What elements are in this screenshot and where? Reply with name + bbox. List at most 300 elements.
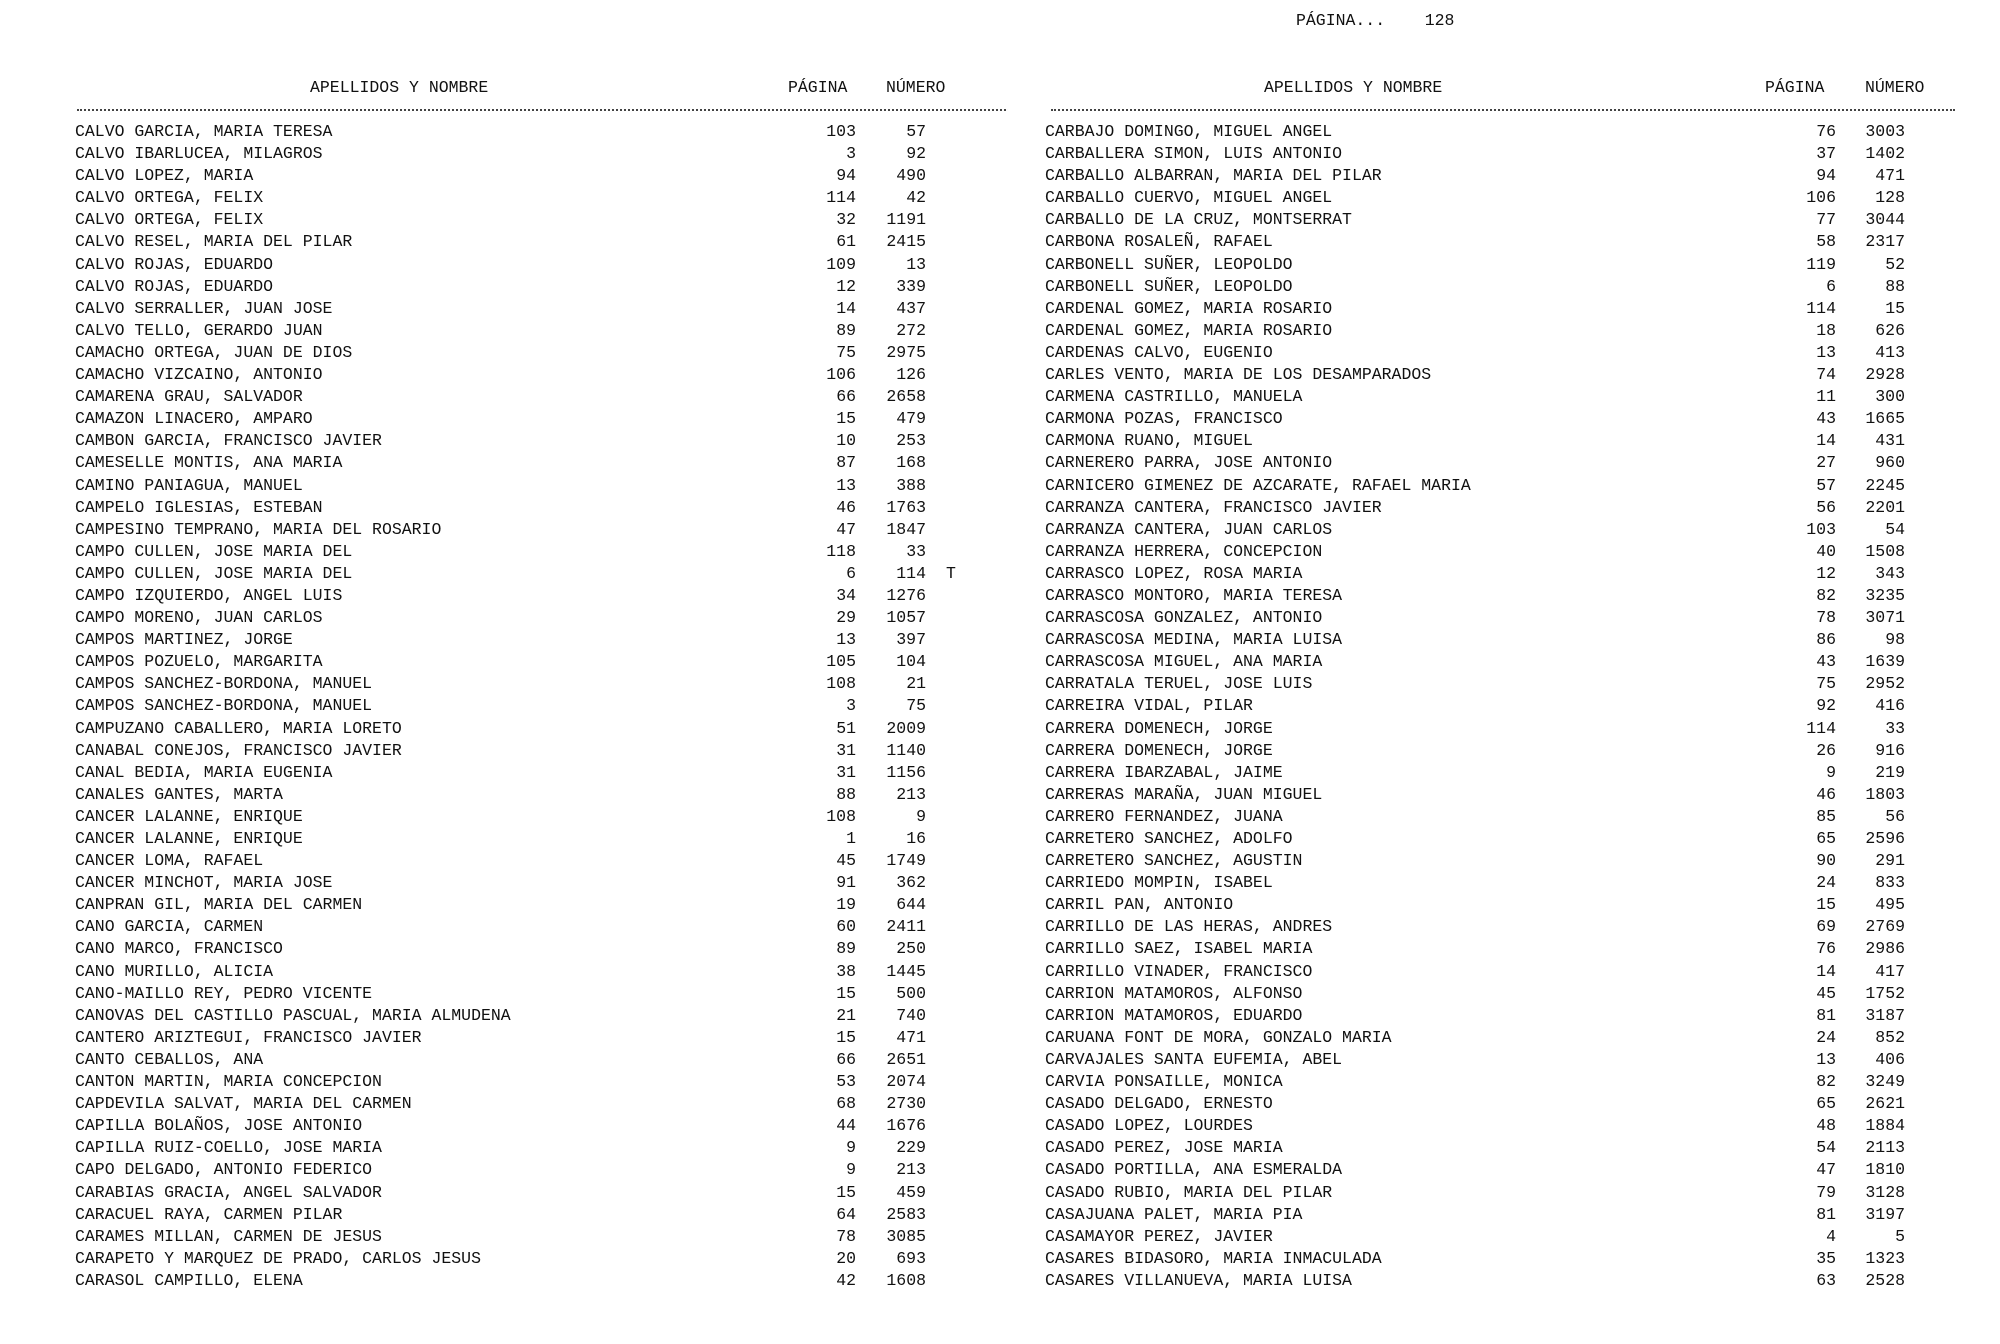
entry-numero: 2201 (1865, 497, 1905, 517)
entry-pagina: 14 (1816, 431, 1836, 451)
entry-numero: 5 (1895, 1226, 1905, 1246)
entry-pagina: 118 (826, 541, 856, 561)
index-row (1045, 718, 1945, 740)
index-row (1045, 1159, 1945, 1181)
left-header-name: APELLIDOS Y NOMBRE (310, 78, 489, 97)
entry-name: CARRIEDO MOMPIN, ISABEL (1045, 873, 1273, 893)
entry-name: CAMINO PANIAGUA, MANUEL (75, 475, 303, 495)
index-row (1045, 320, 1945, 342)
entry-numero: 833 (1875, 873, 1905, 893)
entry-pagina: 61 (836, 232, 856, 252)
entry-numero: 1508 (1865, 541, 1905, 561)
index-row (75, 961, 975, 983)
entry-pagina: 89 (836, 939, 856, 959)
index-row (1045, 1226, 1945, 1248)
entry-name: CAMPOS MARTINEZ, JORGE (75, 630, 293, 650)
entry-pagina: 119 (1806, 254, 1836, 274)
entry-name: CARRERA DOMENECH, JORGE (1045, 718, 1273, 738)
entry-pagina: 69 (1816, 917, 1836, 937)
left-header-numero: NÚMERO (886, 78, 946, 97)
entry-numero: 417 (1875, 961, 1905, 981)
entry-numero: 388 (896, 475, 926, 495)
entry-pagina: 82 (1816, 585, 1836, 605)
index-row (75, 1071, 975, 1093)
index-row (1045, 165, 1945, 187)
entry-pagina: 58 (1816, 232, 1836, 252)
entry-pagina: 6 (1826, 276, 1836, 296)
entry-name: CARASOL CAMPILLO, ELENA (75, 1270, 303, 1290)
index-row (1045, 1005, 1945, 1027)
entry-name: CASADO RUBIO, MARIA DEL PILAR (1045, 1182, 1333, 1202)
entry-name: CARRION MATAMOROS, ALFONSO (1045, 983, 1303, 1003)
entry-numero: 2621 (1865, 1094, 1905, 1114)
index-row (75, 320, 975, 342)
index-row (75, 1159, 975, 1181)
index-row (75, 651, 975, 673)
entry-numero: 52 (1885, 254, 1905, 274)
index-row (75, 430, 975, 452)
entry-numero: 88 (1885, 276, 1905, 296)
entry-numero: 693 (896, 1248, 926, 1268)
index-row (1045, 1115, 1945, 1137)
entry-name: CALVO IBARLUCEA, MILAGROS (75, 144, 323, 164)
right-header-name: APELLIDOS Y NOMBRE (1264, 78, 1443, 97)
index-row (1045, 342, 1945, 364)
index-row (75, 1137, 975, 1159)
entry-numero: 1140 (886, 740, 926, 760)
entry-numero: 1276 (886, 585, 926, 605)
entry-numero: 229 (896, 1138, 926, 1158)
entry-numero: 1749 (886, 851, 926, 871)
entry-numero: 3249 (1865, 1072, 1905, 1092)
entry-name: CASADO PEREZ, JOSE MARIA (1045, 1138, 1283, 1158)
index-row (1045, 298, 1945, 320)
index-row (1045, 563, 1945, 585)
index-row (1045, 916, 1945, 938)
entry-pagina: 9 (1826, 762, 1836, 782)
entry-numero: 2986 (1865, 939, 1905, 959)
index-row (1045, 961, 1945, 983)
entry-numero: 1445 (886, 961, 926, 981)
entry-numero: 437 (896, 298, 926, 318)
entry-name: CASARES VILLANUEVA, MARIA LUISA (1045, 1270, 1352, 1290)
entry-name: CANAL BEDIA, MARIA EUGENIA (75, 762, 333, 782)
entry-numero: 740 (896, 1005, 926, 1025)
entry-name: CALVO ROJAS, EDUARDO (75, 254, 274, 274)
index-row (1045, 1182, 1945, 1204)
entry-pagina: 43 (1816, 409, 1836, 429)
entry-numero: 98 (1885, 630, 1905, 650)
entry-name: CARRIL PAN, ANTONIO (1045, 895, 1234, 915)
entry-pagina: 66 (836, 1049, 856, 1069)
entry-name: CAMACHO VIZCAINO, ANTONIO (75, 365, 323, 385)
entry-numero: 1402 (1865, 144, 1905, 164)
page-label: PÁGINA... (1296, 11, 1386, 30)
entry-pagina: 35 (1816, 1248, 1836, 1268)
entry-pagina: 9 (846, 1160, 856, 1180)
entry-numero: 114 (896, 563, 926, 583)
entry-name: CARNICERO GIMENEZ DE AZCARATE, RAFAEL MARIA (1045, 475, 1471, 495)
index-row (75, 1204, 975, 1226)
index-row (75, 740, 975, 762)
entry-name: CANCER MINCHOT, MARIA JOSE (75, 873, 333, 893)
entry-name: CARUANA FONT DE MORA, GONZALO MARIA (1045, 1027, 1392, 1047)
index-row (75, 1182, 975, 1204)
index-row (75, 386, 975, 408)
entry-pagina: 78 (1816, 608, 1836, 628)
entry-name: CARRERAS MARAÑA, JUAN MIGUEL (1045, 784, 1323, 804)
entry-pagina: 74 (1816, 365, 1836, 385)
index-row (1045, 806, 1945, 828)
entry-numero: 56 (1885, 806, 1905, 826)
entry-pagina: 85 (1816, 806, 1836, 826)
index-row (75, 254, 975, 276)
entry-pagina: 76 (1816, 122, 1836, 141)
entry-name: CARBALLERA SIMON, LUIS ANTONIO (1045, 144, 1343, 164)
entry-name: CAMPO CULLEN, JOSE MARIA DEL (75, 541, 353, 561)
entry-numero: 2928 (1865, 365, 1905, 385)
index-row (1045, 1071, 1945, 1093)
right-index-column (1045, 121, 1945, 1292)
entry-numero: 1884 (1865, 1116, 1905, 1136)
page-number-header (1296, 11, 1454, 30)
entry-numero: 343 (1875, 563, 1905, 583)
entry-pagina: 46 (836, 497, 856, 517)
entry-name: CASADO DELGADO, ERNESTO (1045, 1094, 1273, 1114)
entry-numero: 54 (1885, 519, 1905, 539)
entry-numero: 1608 (886, 1270, 926, 1290)
entry-numero: 471 (1875, 166, 1905, 186)
entry-numero: 479 (896, 409, 926, 429)
entry-pagina: 29 (836, 608, 856, 628)
entry-numero: 459 (896, 1182, 926, 1202)
entry-pagina: 114 (826, 188, 856, 208)
index-row (75, 894, 975, 916)
entry-name: CARNERERO PARRA, JOSE ANTONIO (1045, 453, 1333, 473)
entry-name: CARBALLO ALBARRAN, MARIA DEL PILAR (1045, 166, 1382, 186)
entry-pagina: 77 (1816, 210, 1836, 230)
entry-pagina: 13 (1816, 1049, 1836, 1069)
entry-numero: 1156 (886, 762, 926, 782)
entry-pagina: 60 (836, 917, 856, 937)
right-divider (1051, 109, 1955, 111)
index-row (1045, 1137, 1945, 1159)
entry-name: CARAMES MILLAN, CARMEN DE JESUS (75, 1226, 382, 1246)
left-divider (77, 109, 1006, 111)
entry-name: CANPRAN GIL, MARIA DEL CARMEN (75, 895, 363, 915)
entry-name: CANTERO ARIZTEGUI, FRANCISCO JAVIER (75, 1027, 422, 1047)
entry-numero: 626 (1875, 320, 1905, 340)
entry-name: CARRETERO SANCHEZ, AGUSTIN (1045, 851, 1303, 871)
entry-name: CAPILLA BOLAÑOS, JOSE ANTONIO (75, 1116, 363, 1136)
index-row (1045, 497, 1945, 519)
entry-name: CANALES GANTES, MARTA (75, 784, 283, 804)
index-row (75, 1115, 975, 1137)
entry-pagina: 108 (826, 674, 856, 694)
entry-name: CARLES VENTO, MARIA DE LOS DESAMPARADOS (1045, 365, 1432, 385)
index-row (1045, 430, 1945, 452)
entry-pagina: 79 (1816, 1182, 1836, 1202)
entry-numero: 1323 (1865, 1248, 1905, 1268)
index-row (1045, 1204, 1945, 1226)
index-row (1045, 143, 1945, 165)
entry-name: CAMARENA GRAU, SALVADOR (75, 387, 303, 407)
index-row (1045, 762, 1945, 784)
entry-pagina: 1 (846, 829, 856, 848)
entry-numero: 3235 (1865, 585, 1905, 605)
entry-name: CARRASCO MONTORO, MARIA TERESA (1045, 585, 1343, 605)
index-row (75, 718, 975, 740)
entry-numero: 2415 (886, 232, 926, 252)
entry-pagina: 21 (836, 1005, 856, 1025)
entry-pagina: 45 (836, 851, 856, 871)
index-row (1045, 209, 1945, 231)
index-row (1045, 585, 1945, 607)
entry-name: CARRANZA CANTERA, FRANCISCO JAVIER (1045, 497, 1382, 517)
entry-numero: 471 (896, 1027, 926, 1047)
entry-pagina: 24 (1816, 1027, 1836, 1047)
entry-name: CARBONELL SUÑER, LEOPOLDO (1045, 276, 1293, 296)
entry-name: CALVO RESEL, MARIA DEL PILAR (75, 232, 353, 252)
entry-pagina: 3 (846, 696, 856, 716)
index-row (1045, 541, 1945, 563)
entry-pagina: 108 (826, 806, 856, 826)
index-row (75, 209, 975, 231)
entry-pagina: 64 (836, 1204, 856, 1224)
entry-name: CARBALLO DE LA CRUZ, MONTSERRAT (1045, 210, 1352, 230)
entry-name: CAMPOS POZUELO, MARGARITA (75, 652, 323, 672)
entry-name: CANABAL CONEJOS, FRANCISCO JAVIER (75, 740, 402, 760)
entry-pagina: 32 (836, 210, 856, 230)
entry-name: CAMPOS SANCHEZ-BORDONA, MANUEL (75, 696, 373, 716)
entry-name: CARRASCOSA MIGUEL, ANA MARIA (1045, 652, 1323, 672)
entry-name: CARACUEL RAYA, CARMEN PILAR (75, 1204, 343, 1224)
index-row (1045, 872, 1945, 894)
index-row (75, 784, 975, 806)
entry-pagina: 94 (836, 166, 856, 186)
index-row (75, 1270, 975, 1292)
entry-name: CARRASCO LOPEZ, ROSA MARIA (1045, 563, 1303, 583)
entry-name: CALVO GARCIA, MARIA TERESA (75, 122, 333, 141)
entry-pagina: 51 (836, 718, 856, 738)
entry-name: CARBAJO DOMINGO, MIGUEL ANGEL (1045, 122, 1333, 141)
entry-numero: 2769 (1865, 917, 1905, 937)
index-row (75, 1049, 975, 1071)
index-row (75, 629, 975, 651)
index-row (1045, 187, 1945, 209)
entry-pagina: 56 (1816, 497, 1836, 517)
entry-numero: 2658 (886, 387, 926, 407)
entry-numero: 2009 (886, 718, 926, 738)
entry-pagina: 87 (836, 453, 856, 473)
entry-pagina: 15 (836, 983, 856, 1003)
index-row (75, 1226, 975, 1248)
entry-name: CARRILLO DE LAS HERAS, ANDRES (1045, 917, 1333, 937)
index-row (75, 475, 975, 497)
entry-name: CARMONA RUANO, MIGUEL (1045, 431, 1253, 451)
entry-name: CARRERO FERNANDEZ, JUANA (1045, 806, 1283, 826)
entry-name: CASAJUANA PALET, MARIA PIA (1045, 1204, 1303, 1224)
index-row (1045, 475, 1945, 497)
entry-name: CAMPUZANO CABALLERO, MARIA LORETO (75, 718, 402, 738)
entry-pagina: 53 (836, 1072, 856, 1092)
entry-pagina: 81 (1816, 1204, 1836, 1224)
entry-name: CAMAZON LINACERO, AMPARO (75, 409, 313, 429)
entry-pagina: 65 (1816, 829, 1836, 848)
entry-name: CANCER LALANNE, ENRIQUE (75, 806, 303, 826)
entry-name: CASAMAYOR PEREZ, JAVIER (1045, 1226, 1273, 1246)
index-row (75, 563, 975, 585)
left-index-column (75, 121, 975, 1292)
index-row (75, 121, 975, 143)
entry-numero: 362 (896, 873, 926, 893)
index-row (75, 806, 975, 828)
entry-name: CASADO LOPEZ, LOURDES (1045, 1116, 1253, 1136)
entry-name: CANCER LALANNE, ENRIQUE (75, 829, 303, 848)
entry-pagina: 45 (1816, 983, 1836, 1003)
entry-numero: 1803 (1865, 784, 1905, 804)
entry-name: CAPDEVILA SALVAT, MARIA DEL CARMEN (75, 1094, 412, 1114)
index-row (1045, 894, 1945, 916)
entry-numero: 2317 (1865, 232, 1905, 252)
entry-name: CARBALLO CUERVO, MIGUEL ANGEL (1045, 188, 1333, 208)
entry-pagina: 75 (1816, 674, 1836, 694)
entry-numero: 2952 (1865, 674, 1905, 694)
entry-name: CANCER LOMA, RAFAEL (75, 851, 264, 871)
entry-pagina: 11 (1816, 387, 1836, 407)
entry-pagina: 92 (1816, 696, 1836, 716)
entry-name: CANO MURILLO, ALICIA (75, 961, 274, 981)
entry-name: CAMPOS SANCHEZ-BORDONA, MANUEL (75, 674, 373, 694)
index-row (75, 983, 975, 1005)
index-row (1045, 983, 1945, 1005)
index-row (75, 519, 975, 541)
entry-pagina: 14 (836, 298, 856, 318)
entry-pagina: 47 (1816, 1160, 1836, 1180)
entry-numero: 272 (896, 320, 926, 340)
index-row (75, 850, 975, 872)
entry-numero: 916 (1875, 740, 1905, 760)
index-row (75, 1027, 975, 1049)
index-row (1045, 231, 1945, 253)
entry-numero: 2528 (1865, 1270, 1905, 1290)
entry-numero: 92 (906, 144, 926, 164)
entry-pagina: 43 (1816, 652, 1836, 672)
entry-name: CARRASCOSA GONZALEZ, ANTONIO (1045, 608, 1323, 628)
index-row (75, 143, 975, 165)
entry-numero: 21 (906, 674, 926, 694)
entry-name: CARRERA IBARZABAL, JAIME (1045, 762, 1283, 782)
entry-pagina: 15 (836, 409, 856, 429)
entry-pagina: 27 (1816, 453, 1836, 473)
entry-name: CARDENAL GOMEZ, MARIA ROSARIO (1045, 298, 1333, 318)
index-row (75, 298, 975, 320)
index-row (1045, 452, 1945, 474)
index-row (75, 673, 975, 695)
entry-pagina: 10 (836, 431, 856, 451)
entry-name: CALVO ORTEGA, FELIX (75, 210, 264, 230)
entry-pagina: 63 (1816, 1270, 1836, 1290)
entry-name: CARRERA DOMENECH, JORGE (1045, 740, 1273, 760)
index-row (1045, 938, 1945, 960)
left-header-pagina: PÁGINA (788, 78, 848, 97)
index-row (1045, 607, 1945, 629)
entry-pagina: 14 (1816, 961, 1836, 981)
index-row (75, 1093, 975, 1115)
index-row (1045, 364, 1945, 386)
entry-numero: 250 (896, 939, 926, 959)
entry-name: CAMPELO IGLESIAS, ESTEBAN (75, 497, 323, 517)
entry-pagina: 40 (1816, 541, 1836, 561)
entry-numero: 2596 (1865, 829, 1905, 848)
entry-numero: 2651 (886, 1049, 926, 1069)
index-row (75, 541, 975, 563)
index-row (1045, 408, 1945, 430)
entry-numero: 406 (1875, 1049, 1905, 1069)
index-row (1045, 254, 1945, 276)
entry-numero: 2074 (886, 1072, 926, 1092)
index-row (75, 452, 975, 474)
index-row (75, 342, 975, 364)
entry-pagina: 81 (1816, 1005, 1836, 1025)
entry-name: CANO-MAILLO REY, PEDRO VICENTE (75, 983, 373, 1003)
entry-numero: 960 (1875, 453, 1905, 473)
entry-pagina: 15 (1816, 895, 1836, 915)
index-row (75, 231, 975, 253)
index-row (75, 497, 975, 519)
entry-numero: 1676 (886, 1116, 926, 1136)
entry-name: CAPILLA RUIZ-COELLO, JOSE MARIA (75, 1138, 382, 1158)
entry-name: CAPO DELGADO, ANTONIO FEDERICO (75, 1160, 373, 1180)
entry-numero: 1665 (1865, 409, 1905, 429)
entry-name: CARVIA PONSAILLE, MONICA (1045, 1072, 1283, 1092)
entry-pagina: 13 (836, 630, 856, 650)
entry-numero: 3003 (1865, 122, 1905, 141)
index-row (75, 187, 975, 209)
entry-name: CAMPO MORENO, JUAN CARLOS (75, 608, 323, 628)
entry-numero: 104 (896, 652, 926, 672)
entry-name: CASARES BIDASORO, MARIA INMACULADA (1045, 1248, 1382, 1268)
entry-name: CALVO TELLO, GERARDO JUAN (75, 320, 323, 340)
entry-numero: 3044 (1865, 210, 1905, 230)
entry-pagina: 109 (826, 254, 856, 274)
entry-name: CARBONELL SUÑER, LEOPOLDO (1045, 254, 1293, 274)
entry-name: CAMPO IZQUIERDO, ANGEL LUIS (75, 585, 343, 605)
entry-numero: 33 (906, 541, 926, 561)
index-row (1045, 629, 1945, 651)
entry-pagina: 18 (1816, 320, 1836, 340)
entry-pagina: 31 (836, 740, 856, 760)
entry-name: CARVAJALES SANTA EUFEMIA, ABEL (1045, 1049, 1343, 1069)
index-row (1045, 651, 1945, 673)
entry-name: CARBONA ROSALEÑ, RAFAEL (1045, 232, 1273, 252)
entry-numero: 2411 (886, 917, 926, 937)
entry-numero: 75 (906, 696, 926, 716)
entry-numero: 490 (896, 166, 926, 186)
entry-pagina: 42 (836, 1270, 856, 1290)
entry-pagina: 114 (1806, 298, 1836, 318)
entry-numero: 3187 (1865, 1005, 1905, 1025)
entry-numero: 42 (906, 188, 926, 208)
entry-name: CALVO ROJAS, EDUARDO (75, 276, 274, 296)
entry-numero: 431 (1875, 431, 1905, 451)
entry-numero: 168 (896, 453, 926, 473)
entry-numero: 2583 (886, 1204, 926, 1224)
entry-numero: 13 (906, 254, 926, 274)
entry-name: CAMBON GARCIA, FRANCISCO JAVIER (75, 431, 382, 451)
entry-pagina: 82 (1816, 1072, 1836, 1092)
index-row (75, 276, 975, 298)
